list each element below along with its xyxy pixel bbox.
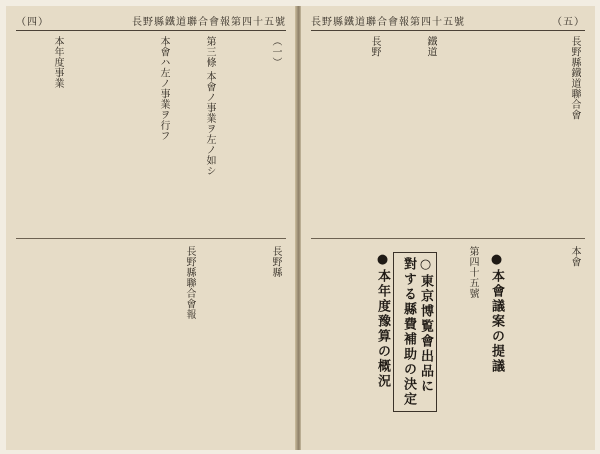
left-text-column-6: 長野縣聯合會報 [184,246,195,320]
right-page-running-title: 長野縣鐵道聯合會報第四十五號 [311,16,465,28]
right-middle-rule [311,238,585,239]
section-heading-2: ●本年度豫算の概況 [375,252,390,389]
right-text-column-5: 第四十五號 [467,246,478,299]
right-text-column-4: 本會 [569,246,580,267]
left-page-running-title: 長野縣鐵道聯合會報第四十五號 [132,16,286,28]
left-table-block [69,36,124,232]
left-text-column-1: （一） [270,36,281,68]
right-page-number: （五） [552,16,585,28]
right-text-column-2: 鐵道 [425,36,436,57]
section-heading-1: ●本會議案の提議 [489,252,504,374]
right-page [300,6,595,450]
right-page-header [311,10,585,31]
left-page-header [16,10,286,31]
left-text-column-4: 本年度事業 [52,36,63,89]
left-page [6,6,297,450]
left-page-number: （四） [16,16,49,28]
right-text-column-3: 長野 [369,36,380,57]
right-text-column-1: 長野縣鐵道聯合會 [569,36,580,120]
left-text-column-3: 本會ハ左ノ事業ヲ行フ [158,36,169,141]
left-middle-rule [16,238,286,239]
left-text-column-2: 第三條 本會ノ事業ヲ左ノ如シ [204,36,215,177]
right-table-block [443,36,513,232]
section-heading-3: ○東京博覧會出品に對する縣費補助の決定 [393,252,437,412]
left-text-column-5: 長野縣 [270,246,281,278]
